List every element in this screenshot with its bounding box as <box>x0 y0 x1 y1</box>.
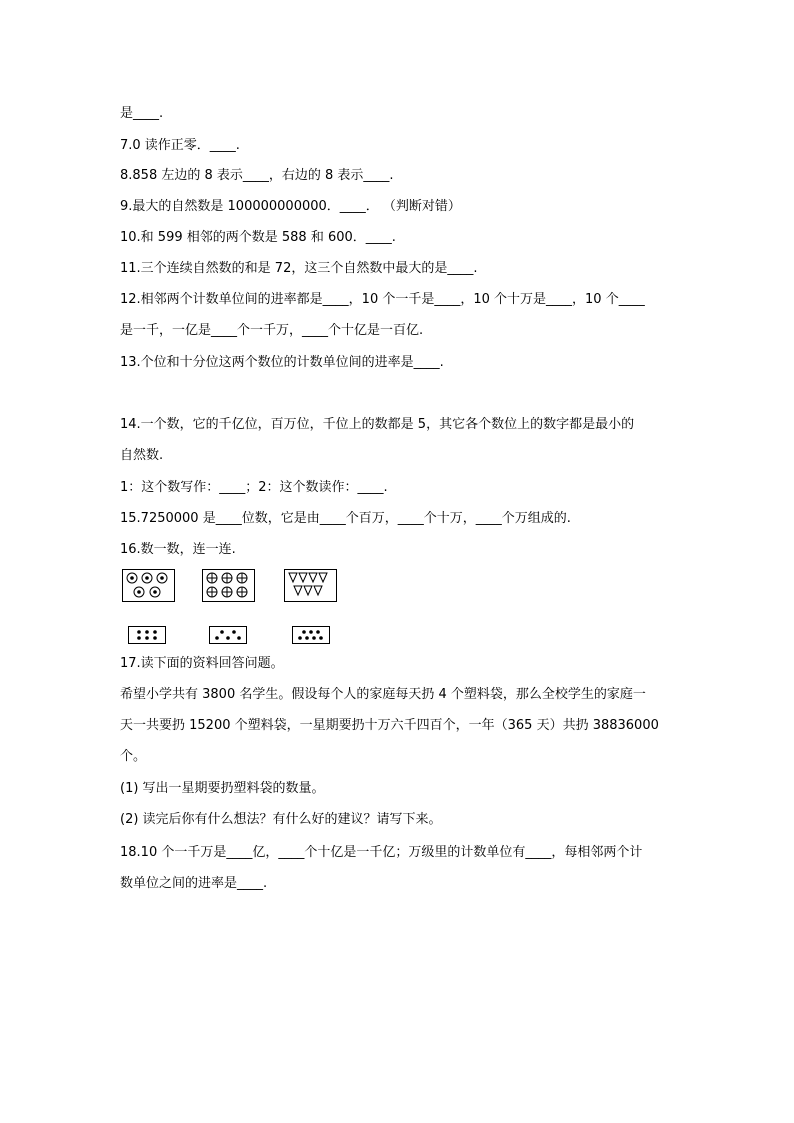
dots-card-5 <box>209 626 247 644</box>
question-17: 17.读下面的资料回答问题。 <box>120 656 284 671</box>
question-14-cont: 自然数. <box>120 448 164 463</box>
question-16: 16.数一数，连一连. <box>120 542 236 557</box>
shuttlecock-card <box>284 569 337 602</box>
question-9: 9.最大的自然数是 100000000000．____． （判断对错） <box>120 199 461 214</box>
question-10: 10.和 599 相邻的两个数是 588 和 600．____. <box>120 230 396 245</box>
counting-figures <box>120 568 350 648</box>
question-12: 12.相邻两个计数单位间的进率都是____，10 个一千是____，10 个十万是____，10 个____ <box>120 292 645 307</box>
dots-card-7 <box>292 626 330 644</box>
line-1: 是____. <box>120 106 164 121</box>
basketball-card <box>202 569 255 602</box>
question-13: 13.个位和十分位这两个数位的计数单位间的进率是____. <box>120 355 444 370</box>
question-12-cont: 是一千，一亿是____个一千万，____个十亿是一百亿. <box>120 323 424 338</box>
question-14: 14.一个数，它的千亿位，百万位，千位上的数都是 5，其它各个数位上的数字都是最小的 <box>120 417 635 432</box>
question-17-part-2: (2) 读完后你有什么想法？有什么好的建议？请写下来。 <box>120 812 442 827</box>
material-line-3: 个。 <box>120 749 147 764</box>
question-11: 11.三个连续自然数的和是 72，这三个自然数中最大的是____. <box>120 261 478 276</box>
question-18: 18.10 个一千万是____亿，____个十亿是一千亿；万级里的计数单位有____，每相邻两个计 <box>120 845 643 860</box>
question-8: 8.858 左边的 8 表示____，右边的 8 表示____. <box>120 168 394 183</box>
question-18-cont: 数单位之间的进率是____. <box>120 876 268 891</box>
dots-card-6 <box>128 626 166 644</box>
material-line-1: 希望小学共有 3800 名学生。假设每个人的家庭每天扔 4 个塑料袋，那么全校学生的家庭一 <box>120 687 646 702</box>
question-14-parts: 1：这个数写作：____；2：这个数读作：____. <box>120 480 388 495</box>
question-17-part-1: (1) 写出一星期要扔塑料袋的数量。 <box>120 781 325 796</box>
football-card <box>122 569 175 602</box>
question-7: 7.0 读作正零．____. <box>120 138 240 153</box>
question-15: 15.7250000 是____位数，它是由____个百万，____个十万，____个万组成的. <box>120 511 571 526</box>
material-line-2: 天一共要扔 15200 个塑料袋，一星期要扔十万六千四百个，一年（365 天）共扔 38836000 <box>120 718 659 733</box>
